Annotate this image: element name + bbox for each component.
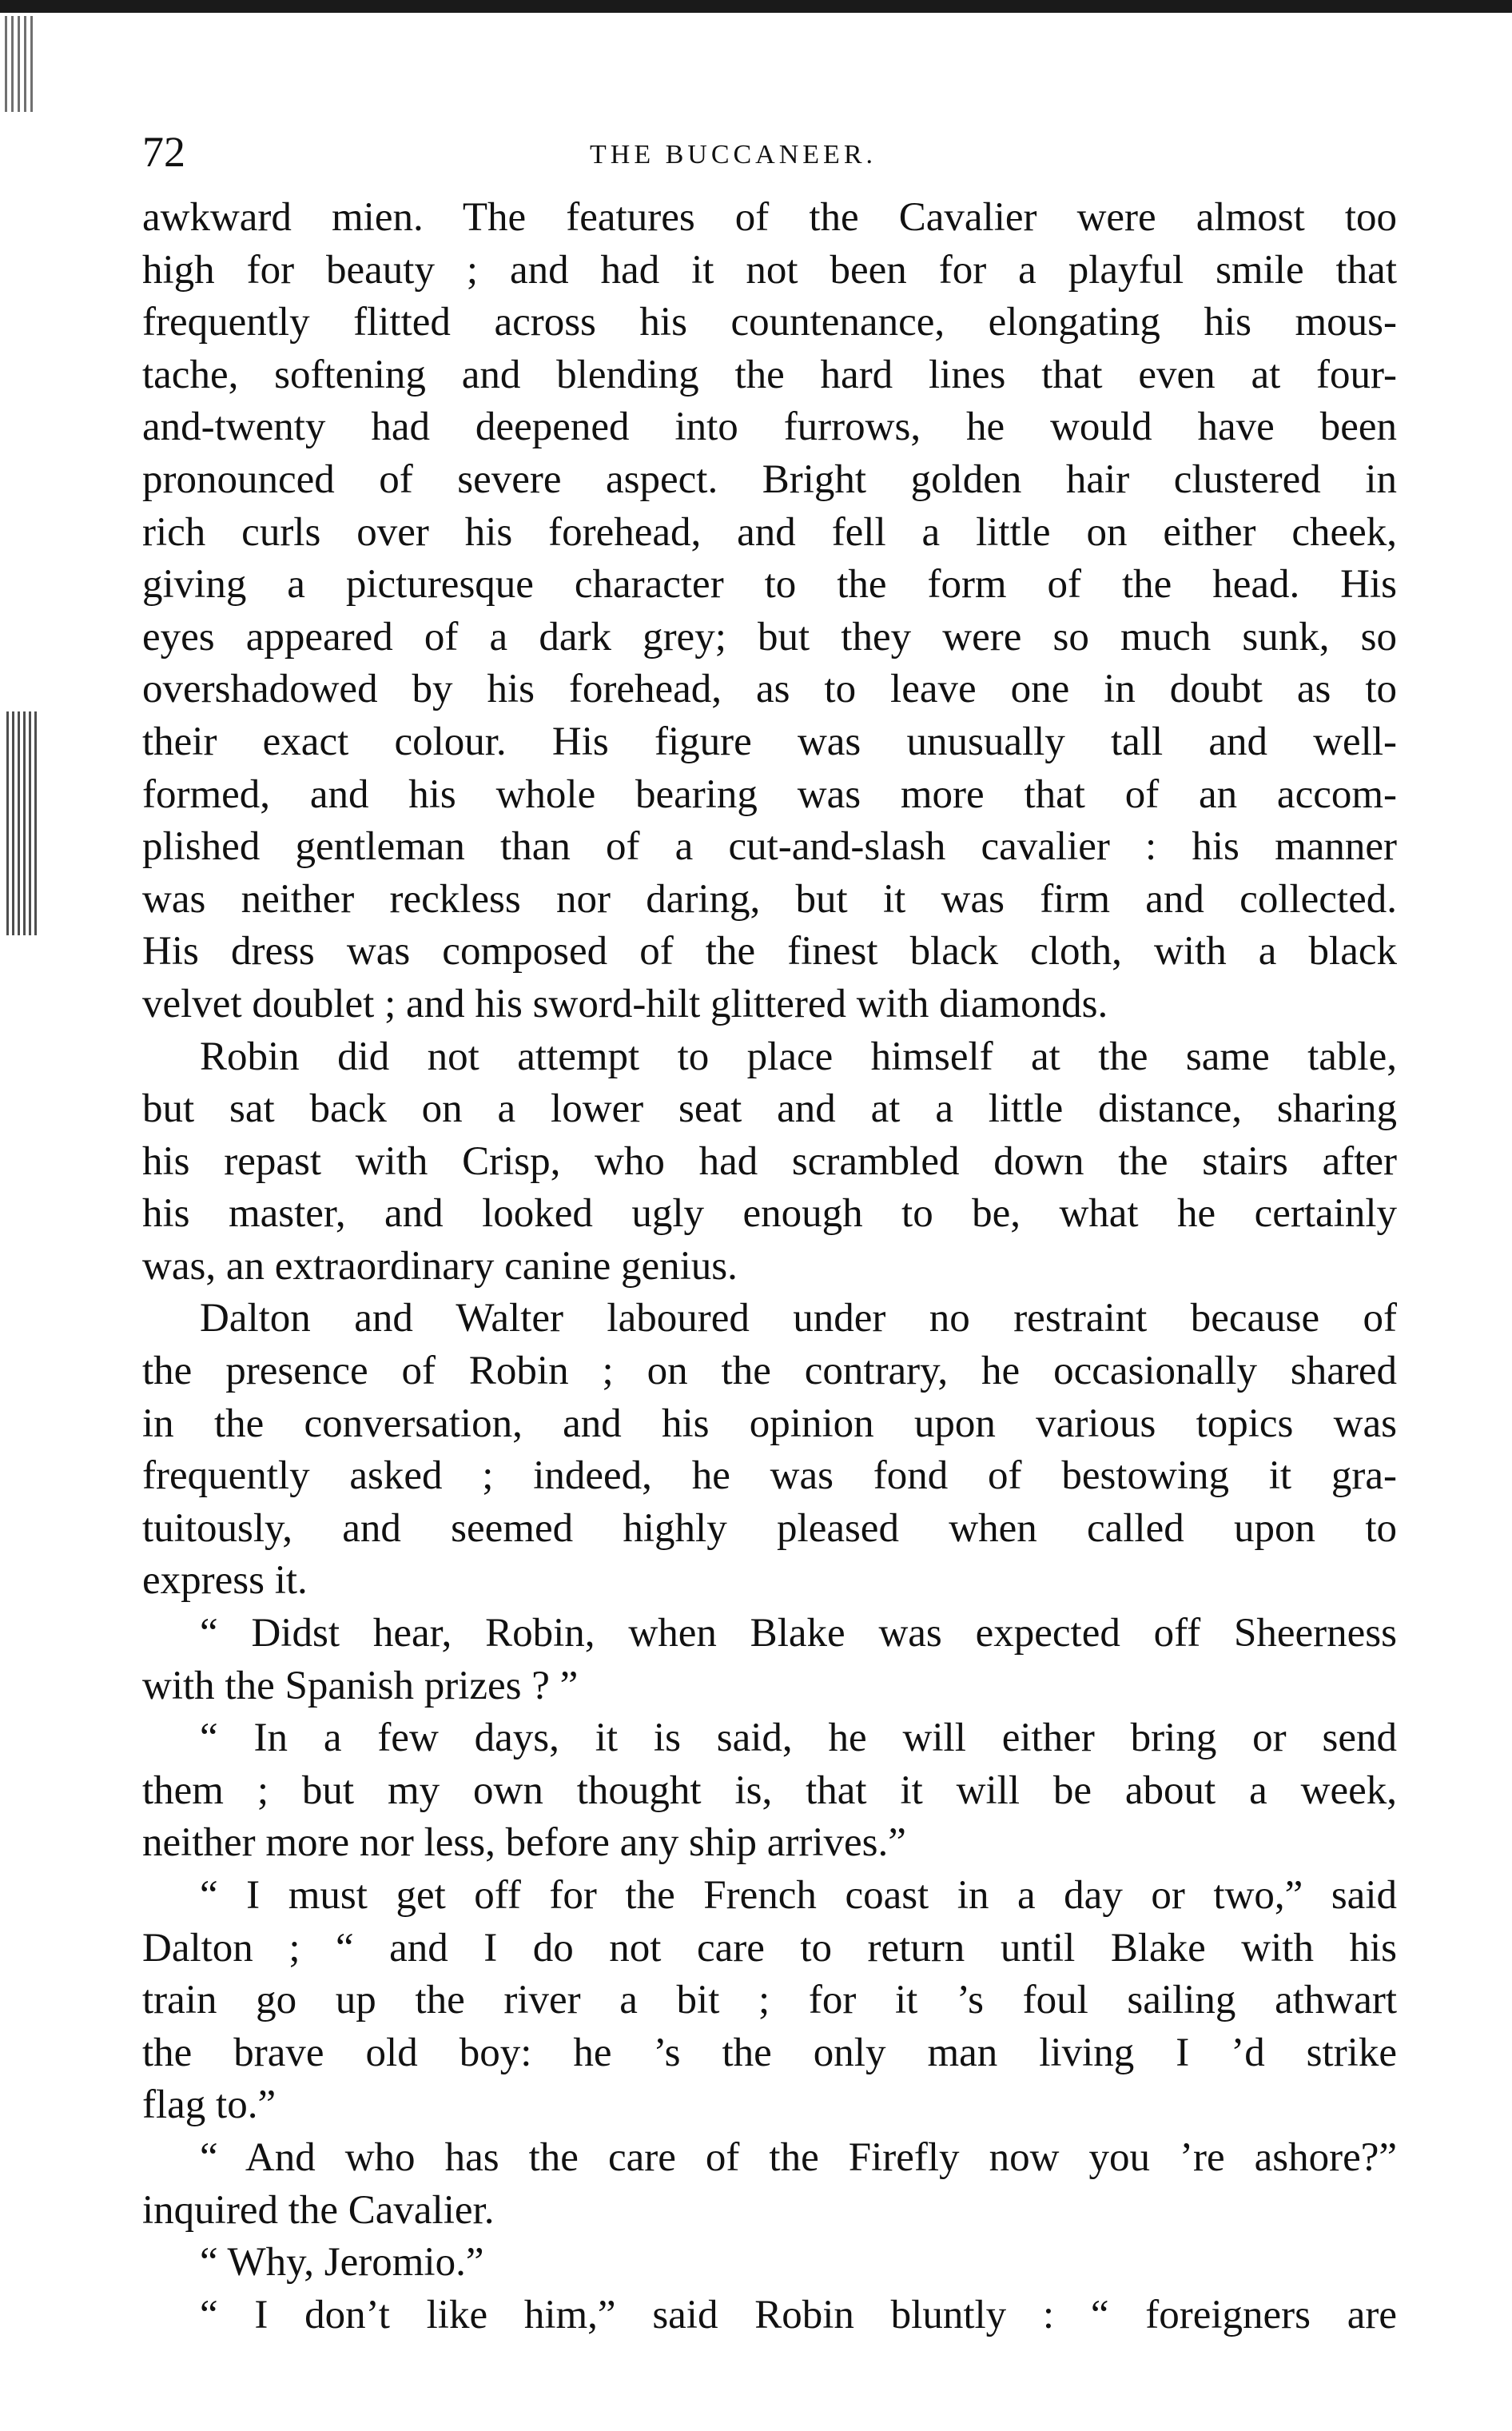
text-line: frequently asked ; indeed, he was fond of bestowing it gra- xyxy=(142,1453,1397,1499)
text-line: Dalton and Walter laboured under no restraint because of xyxy=(200,1296,1397,1341)
paragraph xyxy=(142,1712,1397,1870)
text-line: was neither reckless nor daring, but it was firm and collected. xyxy=(142,876,1397,922)
text-line: his master, and looked ugly enough to be, what he certainly xyxy=(142,1191,1397,1237)
top-border-rule xyxy=(0,0,1512,13)
text-line: Robin did not attempt to place himself at the same table, xyxy=(200,1034,1397,1079)
text-line: flag to.” xyxy=(142,2082,277,2128)
text-line: giving a picturesque character to the form of the head. His xyxy=(142,562,1397,608)
text-line: high for beauty ; and had it not been for a playful smile that xyxy=(142,247,1397,293)
text-line: them ; but my own thought is, that it will be about a week, xyxy=(142,1767,1397,1813)
running-title: THE BUCCANEER. xyxy=(590,140,877,169)
text-line: pronounced of severe aspect. Bright golden hair clustered in xyxy=(142,456,1397,502)
text-line: their exact colour. His figure was unusually tall and well- xyxy=(142,719,1397,764)
paragraph xyxy=(142,1870,1397,2132)
text-line: “ And who has the care of the Firefly now you ’re ashore?” xyxy=(200,2134,1397,2180)
text-line: with the Spanish prizes ? ” xyxy=(142,1663,579,1708)
text-line: His dress was composed of the finest black cloth, with a black xyxy=(142,929,1397,974)
book-page xyxy=(142,128,1397,2341)
text-line: the presence of Robin ; on the contrary, he occasionally shared xyxy=(142,1349,1397,1394)
text-line: and-twenty had deepened into furrows, he would have been xyxy=(142,405,1397,450)
text-line: the brave old boy: he ’s the only man living I ’d strike xyxy=(142,2030,1397,2075)
page-number: 72 xyxy=(142,128,185,176)
text-line: formed, and his whole bearing was more that of an accom- xyxy=(142,771,1397,817)
text-line: eyes appeared of a dark grey; but they were so much sunk, so xyxy=(142,614,1397,660)
text-line: inquired the Cavalier. xyxy=(142,2187,495,2233)
binding-edge-marks xyxy=(6,711,38,935)
text-line: but sat back on a lower seat and at a little distance, sharing xyxy=(142,1086,1397,1132)
paragraph xyxy=(142,1293,1397,1608)
paragraph xyxy=(142,1031,1397,1293)
text-line: “ I must get off for the French coast in a day or two,” said xyxy=(200,1873,1397,1918)
text-line: frequently flitted across his countenance, elongating his mous- xyxy=(142,300,1397,345)
paragraph xyxy=(142,2237,1397,2290)
body-text xyxy=(142,192,1397,2341)
text-line: tuitously, and seemed highly pleased when called upon to xyxy=(142,1505,1397,1551)
running-head xyxy=(142,128,1397,192)
text-line: rich curls over his forehead, and fell a little on either cheek, xyxy=(142,509,1397,555)
text-line: neither more nor less, before any ship arrives.” xyxy=(142,1820,906,1866)
paragraph xyxy=(142,192,1397,1031)
text-line: velvet doublet ; and his sword-hilt glittered with diamonds. xyxy=(142,981,1108,1026)
text-line: express it. xyxy=(142,1558,308,1604)
text-line: was, an extraordinary canine genius. xyxy=(142,1243,738,1289)
binding-edge-marks xyxy=(5,16,37,112)
text-line: tache, softening and blending the hard lines that even at four- xyxy=(142,352,1397,397)
text-line: “ I don’t like him,” said Robin bluntly : “ foreigners are xyxy=(200,2292,1397,2337)
paragraph xyxy=(142,2290,1397,2342)
text-line: awkward mien. The features of the Cavalier were almost too xyxy=(142,195,1397,240)
text-line: train go up the river a bit ; for it ’s foul sailing athwart xyxy=(142,1978,1397,2023)
text-line: in the conversation, and his opinion upon various topics was xyxy=(142,1401,1397,1446)
text-line: his repast with Crisp, who had scrambled down the stairs after xyxy=(142,1138,1397,1184)
text-line: plished gentleman than of a cut-and-slash cavalier : his manner xyxy=(142,824,1397,870)
paragraph xyxy=(142,1608,1397,1712)
text-line: overshadowed by his forehead, as to leave one in doubt as to xyxy=(142,667,1397,712)
text-line: “ In a few days, it is said, he will either bring or send xyxy=(200,1716,1397,1761)
text-line: “ Didst hear, Robin, when Blake was expected off Sheerness xyxy=(200,1611,1397,1656)
text-line: “ Why, Jeromio.” xyxy=(200,2240,484,2286)
paragraph xyxy=(142,2132,1397,2237)
text-line: Dalton ; “ and I do not care to return until Blake with his xyxy=(142,1925,1397,1971)
